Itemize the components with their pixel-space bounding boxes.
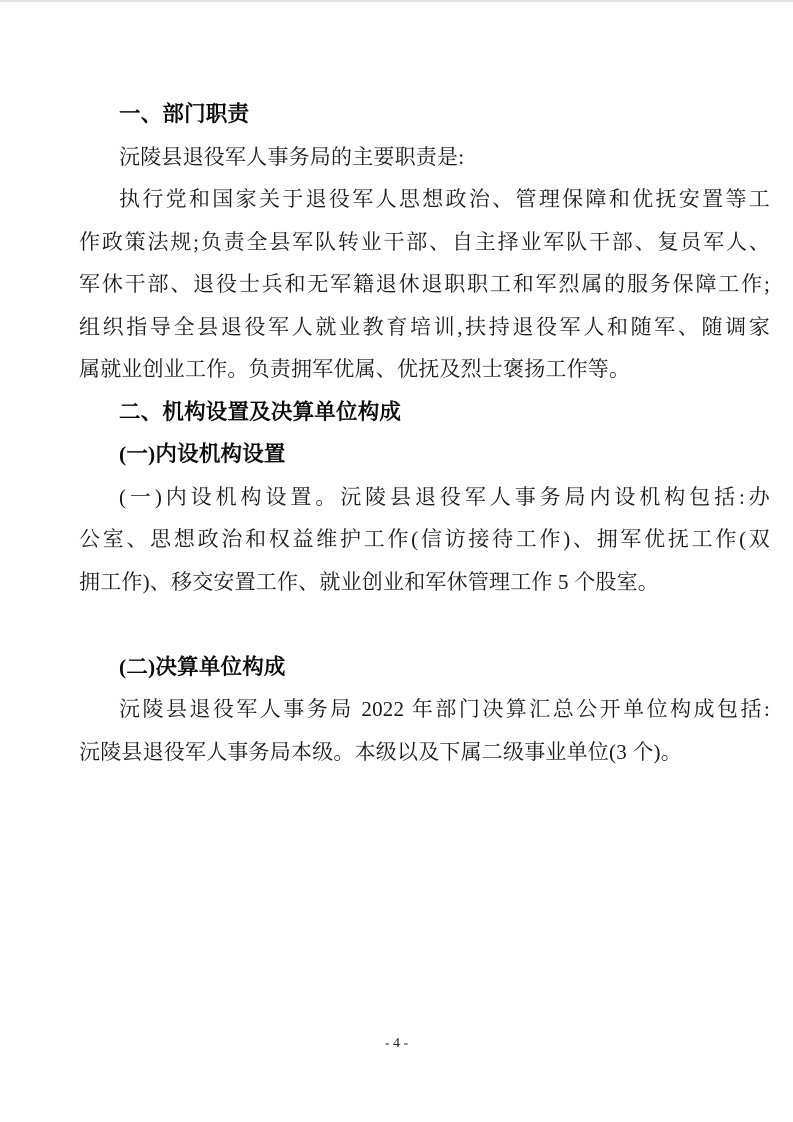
paragraph [79,136,770,179]
paragraph [79,476,770,604]
paragraph [79,688,770,773]
text-line: 沅陵县退役军人事务局本级。本级以及下属二级事业单位(3 个)。 [79,739,682,764]
page-footer [0,1034,793,1054]
text-line: 沅陵县退役军人事务局 2022 年部门决算汇总公开单位构成包括: [119,697,770,721]
section-heading [79,93,770,136]
text-line: 组织指导全县退役军人就业教育培训,扶持退役军人和随军、随调家 [79,314,770,339]
text-line: 拥工作)、移交安置工作、就业创业和军休管理工作 5 个股室。 [79,569,659,594]
text-line: (一)内设机构设置 [119,442,286,466]
text-line [79,603,770,646]
paragraph [79,178,770,391]
section-heading [79,391,770,434]
text-line: 作政策法规;负责全县军队转业干部、自主择业军队干部、复员军人、 [79,229,770,254]
text-line: 军休干部、退役士兵和无军籍退休退职职工和军烈属的服务保障工作; [79,272,770,296]
page-top-edge [0,0,793,2]
text-line: (一)内设机构设置。沅陵县退役军人事务局内设机构包括:办 [119,484,770,509]
text-line: (二)决算单位构成 [119,654,286,679]
text-line: 属就业创业工作。负责拥军优属、优抚及烈士褒扬工作等。 [79,357,631,381]
text-line: 沅陵县退役军人事务局的主要职责是: [119,144,465,169]
text-line: 一、部门职责 [119,102,250,126]
blank-line [79,603,770,646]
text-line: 执行党和国家关于退役军人思想政治、管理保障和优抚安置等工 [119,187,770,211]
text-line: 二、机构设置及决算单位构成 [119,399,402,424]
page-number: - 4 - [384,1036,409,1051]
text-line: 公室、思想政治和权益维护工作(信访接待工作)、拥军优抚工作(双 [79,527,770,551]
subsection-heading [79,433,770,476]
subsection-heading [79,646,770,689]
document-body [79,93,770,773]
